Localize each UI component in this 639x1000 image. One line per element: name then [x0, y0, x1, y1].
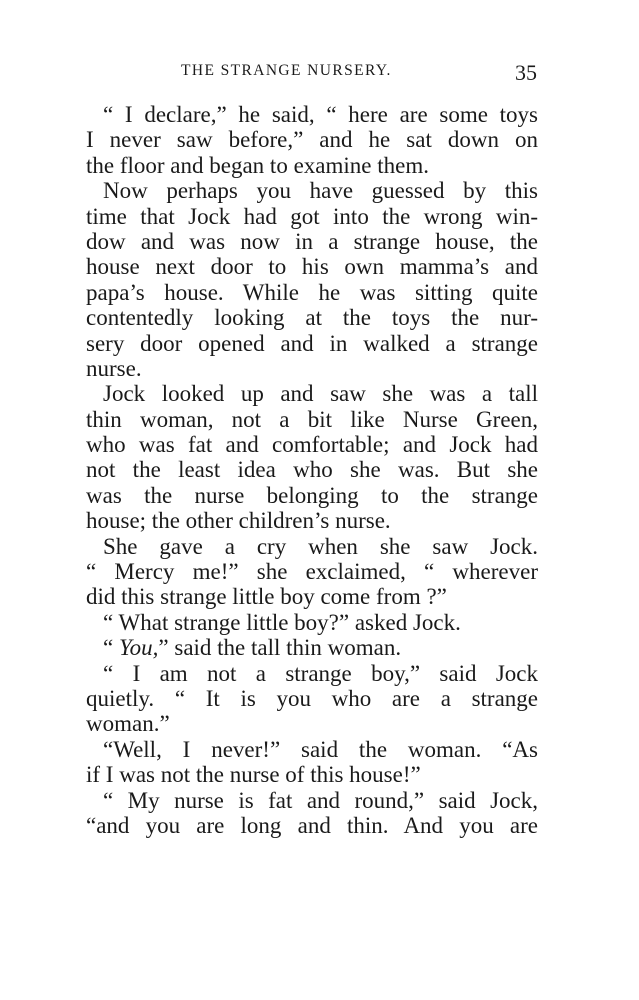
open-quote: “: [103, 635, 119, 661]
text-line: contentedly looking at the toys the nur-: [86, 305, 538, 331]
text-line: “ I am not a strange boy,” said Jock: [103, 660, 538, 686]
page-header: [0, 60, 639, 88]
text-line: nurse.: [86, 355, 142, 381]
text-line: “ My nurse is fat and round,” said Jock,: [103, 787, 538, 813]
text-line: if I was not the nurse of this house!”: [86, 762, 421, 788]
text-line: house next door to his own mamma’s and: [86, 254, 538, 280]
text-line: quietly. “ It is you who are a strange: [86, 685, 538, 711]
text-line: She gave a cry when she saw Jock.: [103, 533, 538, 559]
text-line: papa’s house. While he was sitting quite: [86, 279, 538, 305]
text-line: who was fat and comfortable; and Jock had: [86, 432, 538, 458]
text-line: dow and was now in a strange house, the: [86, 228, 538, 254]
text-line: house; the other children’s nurse.: [86, 508, 391, 534]
text-line: woman.”: [86, 711, 170, 737]
text-line: Jock looked up and saw she was a tall: [103, 381, 538, 407]
text-line: not the least idea who she was. But she: [86, 457, 538, 483]
body-text: [86, 102, 538, 838]
text-line: I never saw before,” and he sat down on: [86, 127, 538, 153]
text-line: thin woman, not a bit like Nurse Green,: [86, 406, 538, 432]
text-line: “ I declare,” he said, “ here are some toys: [103, 102, 538, 127]
line-rest: ” said the tall thin woman.: [158, 635, 402, 661]
text-line: “and you are long and thin. And you are: [86, 812, 538, 838]
text-line: “ Mercy me!” she exclaimed, “ wherever: [86, 559, 538, 585]
text-line: did this strange little boy come from ?”: [86, 584, 447, 610]
text-line: “ What strange little boy?” asked Jock.: [103, 609, 461, 635]
text-line: was the nurse belonging to the strange: [86, 482, 538, 508]
running-head: THE STRANGE NURSERY.: [181, 62, 392, 79]
text-line: [86, 635, 538, 660]
page-number: 35: [515, 60, 537, 85]
text-line: the floor and began to examine them.: [86, 152, 429, 178]
italic-word: You,: [118, 635, 159, 661]
text-line: time that Jock had got into the wrong win-: [86, 203, 538, 229]
text-line: Now perhaps you have guessed by this: [103, 178, 538, 204]
text-line: “Well, I never!” said the woman. “As: [103, 736, 538, 762]
text-line: sery door opened and in walked a strange: [86, 330, 538, 356]
